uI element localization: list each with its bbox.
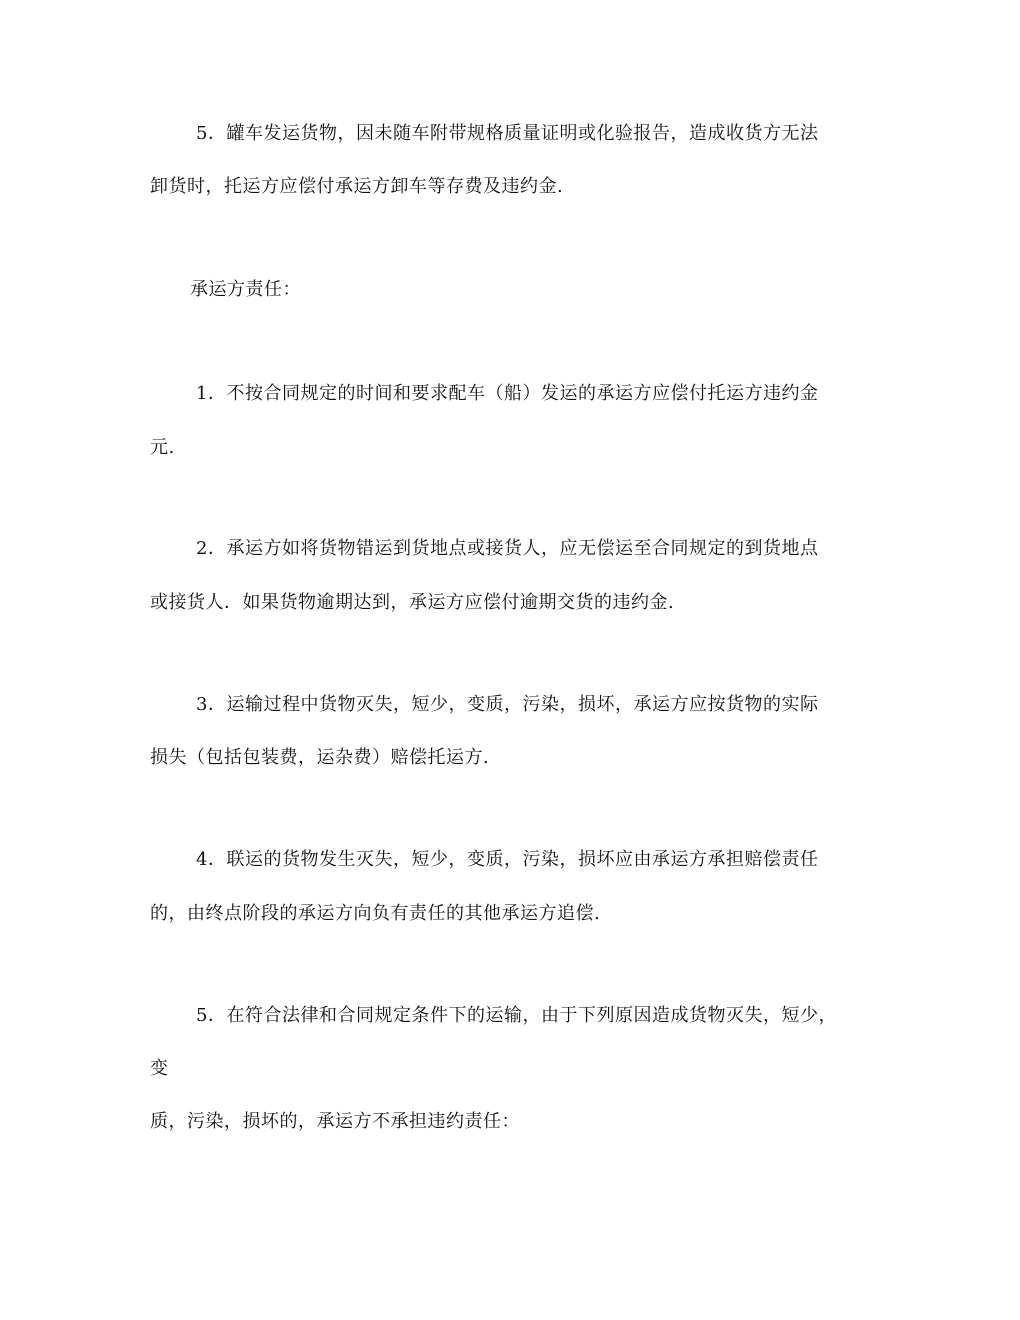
carrier-clause-1-line-2: 元. <box>150 437 175 458</box>
shipper-clause-5-line-2: 卸货时，托运方应偿付承运方卸车等存费及违约金. <box>150 176 564 197</box>
carrier-clause-3-line-1: 3．运输过程中货物灭失，短少，变质，污染，损坏，承运方应按货物的实际 <box>196 694 819 715</box>
carrier-responsibility-heading: 承运方责任： <box>190 279 301 300</box>
carrier-clause-1-line-1: 1．不按合同规定的时间和要求配车（船）发运的承运方应偿付托运方违约金 <box>196 383 819 404</box>
shipper-clause-5-line-1: 5．罐车发运货物，因未随车附带规格质量证明或化验报告，造成收货方无法 <box>196 123 819 144</box>
carrier-clause-2-line-2: 或接货人．如果货物逾期达到，承运方应偿付逾期交货的违约金. <box>150 592 675 613</box>
carrier-clause-5-line-1: 5．在符合法律和合同规定条件下的运输，由于下列原因造成货物灭失，短少， <box>196 1005 837 1026</box>
carrier-clause-5-line-2: 变 <box>150 1058 169 1079</box>
carrier-clause-5-line-3: 质，污染，损坏的，承运方不承担违约责任： <box>150 1111 520 1132</box>
carrier-clause-4-line-1: 4．联运的货物发生灭失，短少，变质，污染，损坏应由承运方承担赔偿责任 <box>196 849 819 870</box>
carrier-clause-3-line-2: 损失（包括包装费，运杂费）赔偿托运方. <box>150 747 490 768</box>
carrier-clause-2-line-1: 2．承运方如将货物错运到货地点或接货人，应无偿运至合同规定的到货地点 <box>196 538 819 559</box>
carrier-clause-4-line-2: 的，由终点阶段的承运方向负有责任的其他承运方追偿. <box>150 903 601 924</box>
